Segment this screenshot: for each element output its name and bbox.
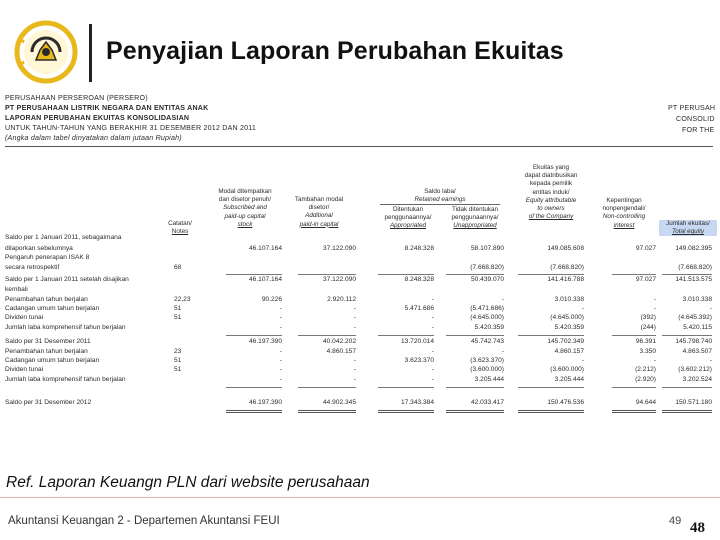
row-value: 46.197.390 xyxy=(248,338,282,345)
row-value: - xyxy=(501,296,504,303)
row-value: 50.439.070 xyxy=(470,276,504,283)
subtotal-rule xyxy=(662,387,712,388)
row-value: (5.471.686) xyxy=(470,305,504,312)
row-value: 37.122.090 xyxy=(322,245,356,252)
row-value: 42.033.417 xyxy=(470,399,504,406)
doc-header-line: UNTUK TAHUN-TAHUN YANG BERAKHIR 31 DESEMBER 2012 DAN 2011 xyxy=(5,124,257,132)
row-label: Cadangan umum tahun berjalan xyxy=(5,305,100,312)
row-value: - xyxy=(353,366,356,373)
row-value: 150.476.536 xyxy=(547,399,584,406)
row-note: 68 xyxy=(174,264,182,271)
row-value: - xyxy=(353,324,356,331)
page-number: 48 xyxy=(690,520,705,536)
subtotal-rule xyxy=(662,335,712,336)
row-value: 3.623.370 xyxy=(404,357,434,364)
row-value: 58.107.890 xyxy=(470,245,504,252)
equity-statement xyxy=(0,94,720,464)
row-label: Jumlah laba komprehensif tahun berjalan xyxy=(5,376,126,383)
total-double-rule xyxy=(612,410,656,413)
row-value: 90.226 xyxy=(261,296,282,303)
row-value: - xyxy=(279,348,282,355)
subtotal-rule xyxy=(378,387,434,388)
row-value: 4.863.507 xyxy=(682,348,712,355)
doc-header-line: PERUSAHAAN PERSEROAN (PERSERO) xyxy=(5,94,148,102)
row-value: - xyxy=(431,324,434,331)
row-value: 145.702.349 xyxy=(547,338,584,345)
row-value: 5.471.686 xyxy=(404,305,434,312)
row-value: - xyxy=(501,348,504,355)
row-note: 51 xyxy=(174,314,182,321)
row-value: 97.027 xyxy=(635,245,656,252)
row-value: - xyxy=(709,357,712,364)
subtotal-rule xyxy=(446,274,504,275)
row-value: - xyxy=(653,305,656,312)
row-value: 37.122.090 xyxy=(322,276,356,283)
subtotal-rule xyxy=(612,387,656,388)
row-label: Jumlah laba komprehensif tahun berjalan xyxy=(5,324,126,331)
row-value: 141.416.788 xyxy=(547,276,584,283)
row-note: 22,23 xyxy=(174,296,191,303)
row-label: Pengaruh penerapan ISAK 8 xyxy=(5,254,90,261)
row-label: kembali xyxy=(5,286,28,293)
row-value: (4.645.000) xyxy=(470,314,504,321)
row-value: (392) xyxy=(640,314,656,321)
row-value: 4.860.157 xyxy=(326,348,356,355)
col-additional-capital: Tambahan modal disetor/ Additional paid-in capital xyxy=(294,196,344,228)
row-value: 97.027 xyxy=(635,276,656,283)
row-value: - xyxy=(709,305,712,312)
row-value: 46.197.390 xyxy=(248,399,282,406)
row-value: 3.202.524 xyxy=(682,376,712,383)
row-value: 141.513.575 xyxy=(675,276,712,283)
row-label: dilaporkan sebelumnya xyxy=(5,245,73,252)
subtotal-rule xyxy=(518,335,584,336)
subtotal-rule xyxy=(662,274,712,275)
row-value: - xyxy=(353,357,356,364)
row-value: - xyxy=(581,305,584,312)
row-value: - xyxy=(431,366,434,373)
row-value: - xyxy=(353,314,356,321)
slide-title: Penyajian Laporan Perubahan Ekuitas xyxy=(106,37,564,65)
col-owners-equity: Ekuitas yang dapat diatribusikan kepada pemilik entitas induk/ Equity attributable to owners of the Company xyxy=(524,164,578,221)
title-divider xyxy=(89,24,92,82)
total-double-rule xyxy=(378,410,434,413)
subtotal-rule xyxy=(518,387,584,388)
row-value: (7.668.820) xyxy=(550,264,584,271)
row-value: - xyxy=(279,376,282,383)
total-double-rule xyxy=(518,410,584,413)
total-double-rule xyxy=(662,410,712,413)
row-note: 51 xyxy=(174,366,182,373)
row-value: (4.645.000) xyxy=(550,314,584,321)
row-value: - xyxy=(353,305,356,312)
row-value: - xyxy=(279,357,282,364)
row-value: 5.420.115 xyxy=(683,324,712,331)
row-value: - xyxy=(431,376,434,383)
row-label: Penambahan tahun berjalan xyxy=(5,348,88,355)
subtotal-rule xyxy=(226,387,282,388)
subtotal-rule xyxy=(446,335,504,336)
doc-header-line: PT PERUSAHAAN LISTRIK NEGARA DAN ENTITAS ANAK xyxy=(5,104,209,112)
row-value: (3.600.000) xyxy=(470,366,504,373)
row-value: 4.860.157 xyxy=(554,348,584,355)
row-value: 44.902.345 xyxy=(322,399,356,406)
subtotal-rule xyxy=(612,274,656,275)
row-value: 40.042.202 xyxy=(322,338,356,345)
row-value: 17.343.384 xyxy=(400,399,434,406)
footer-rule xyxy=(0,497,720,498)
header-rule xyxy=(5,146,713,147)
page-number-small: 49 xyxy=(669,515,682,527)
row-value: 3.350 xyxy=(639,348,656,355)
row-value: 5.420.359 xyxy=(474,324,504,331)
row-value: (7.668.820) xyxy=(678,264,712,271)
row-note: 23 xyxy=(174,348,182,355)
row-value: 96.391 xyxy=(635,338,656,345)
row-value: 5.420.359 xyxy=(554,324,584,331)
col-appropriated: Ditentukan penggunaannya/ Appropriated xyxy=(384,206,432,230)
row-value: - xyxy=(431,296,434,303)
col-total-equity: Jumlah ekuitas/ Total equity xyxy=(659,220,717,236)
row-value: 13.720.014 xyxy=(400,338,434,345)
row-value: - xyxy=(653,357,656,364)
total-double-rule xyxy=(226,410,282,413)
col-notes: Catatan/ Notes xyxy=(168,220,192,236)
university-logo xyxy=(14,20,78,84)
row-value: - xyxy=(353,376,356,383)
row-value: 3.205.444 xyxy=(554,376,584,383)
row-label: Cadangan umum tahun berjalan xyxy=(5,357,100,364)
subtotal-rule xyxy=(446,387,504,388)
subtotal-rule xyxy=(226,274,282,275)
row-label: Dividen tunai xyxy=(5,366,44,373)
total-double-rule xyxy=(298,410,356,413)
row-note: 51 xyxy=(174,305,182,312)
subtotal-rule xyxy=(298,335,356,336)
row-label: secara retrospektif xyxy=(5,264,60,271)
row-value: - xyxy=(431,314,434,321)
row-value: (2.920) xyxy=(635,376,656,383)
subtotal-rule xyxy=(612,335,656,336)
row-note: 51 xyxy=(174,357,182,364)
subtotal-rule xyxy=(518,274,584,275)
doc-header-line: (Angka dalam tabel dinyatakan dalam jutaan Rupiah) xyxy=(5,134,182,142)
row-value: 145.798.740 xyxy=(675,338,712,345)
row-label: Penambahan tahun berjalan xyxy=(5,296,88,303)
row-value: 149.082.395 xyxy=(675,245,712,252)
row-label: Saldo per 1 Januari 2011, sebagaimana xyxy=(5,234,122,241)
row-value: - xyxy=(279,366,282,373)
row-value: 150.571.180 xyxy=(675,399,712,406)
row-value: - xyxy=(431,348,434,355)
row-label: Saldo per 31 Desember 2011 xyxy=(5,338,91,345)
row-value: 3.010.338 xyxy=(682,296,712,303)
row-value: 46.107.164 xyxy=(248,245,282,252)
reference-note: Ref. Laporan Keuangn PLN dari website perusahaan xyxy=(6,474,370,491)
doc-header-line: LAPORAN PERUBAHAN EKUITAS KONSOLIDASIAN xyxy=(5,114,190,122)
doc-header-right: FOR THE xyxy=(682,126,715,134)
doc-header-right: PT PERUSAH xyxy=(668,104,716,112)
row-value: - xyxy=(279,314,282,321)
row-value: 2.920.112 xyxy=(327,296,356,303)
row-value: 94.644 xyxy=(635,399,656,406)
row-value: (4.645.392) xyxy=(678,314,712,321)
row-value: (3.602.212) xyxy=(678,366,712,373)
col-capital: Modal ditempatkan dan disetor penuh/ Subscribed and paid-up capital stock xyxy=(218,188,272,228)
row-value: 45.742.743 xyxy=(470,338,504,345)
row-value: (3.600.000) xyxy=(550,366,584,373)
row-label: Saldo per 31 Desember 2012 xyxy=(5,399,92,406)
row-value: - xyxy=(279,305,282,312)
row-value: (7.668.820) xyxy=(470,264,504,271)
row-value: (244) xyxy=(640,324,656,331)
row-value: - xyxy=(279,324,282,331)
footer-course: Akuntansi Keuangan 2 - Departemen Akuntansi FEUI xyxy=(8,515,280,527)
row-value: 8.248.328 xyxy=(404,245,434,252)
row-value: 149.085.608 xyxy=(547,245,584,252)
row-value: 8.248.328 xyxy=(404,276,434,283)
row-value: (2.212) xyxy=(635,366,656,373)
col-retained-earnings: Saldo laba/ Retained earnings xyxy=(380,188,500,205)
row-value: - xyxy=(653,296,656,303)
row-value: (3.623.370) xyxy=(470,357,504,364)
subtotal-rule xyxy=(378,335,434,336)
subtotal-rule xyxy=(298,387,356,388)
col-noncontrolling: Kepentingan nonpengendali/ Non-controlling interest xyxy=(602,197,646,229)
row-value: - xyxy=(581,357,584,364)
subtotal-rule xyxy=(298,274,356,275)
doc-header-right: CONSOLID xyxy=(676,115,715,123)
row-value: 3.205.444 xyxy=(474,376,504,383)
row-value: 46.107.164 xyxy=(248,276,282,283)
row-label: Dividen tunai xyxy=(5,314,44,321)
col-unappropriated: Tidak ditentukan penggunaannya/ Unappropriated xyxy=(451,206,499,230)
row-label: Saldo per 1 Januari 2011 setelah disajikan xyxy=(5,276,129,283)
total-double-rule xyxy=(446,410,504,413)
subtotal-rule xyxy=(226,335,282,336)
subtotal-rule xyxy=(378,274,434,275)
row-value: 3.010.338 xyxy=(554,296,584,303)
